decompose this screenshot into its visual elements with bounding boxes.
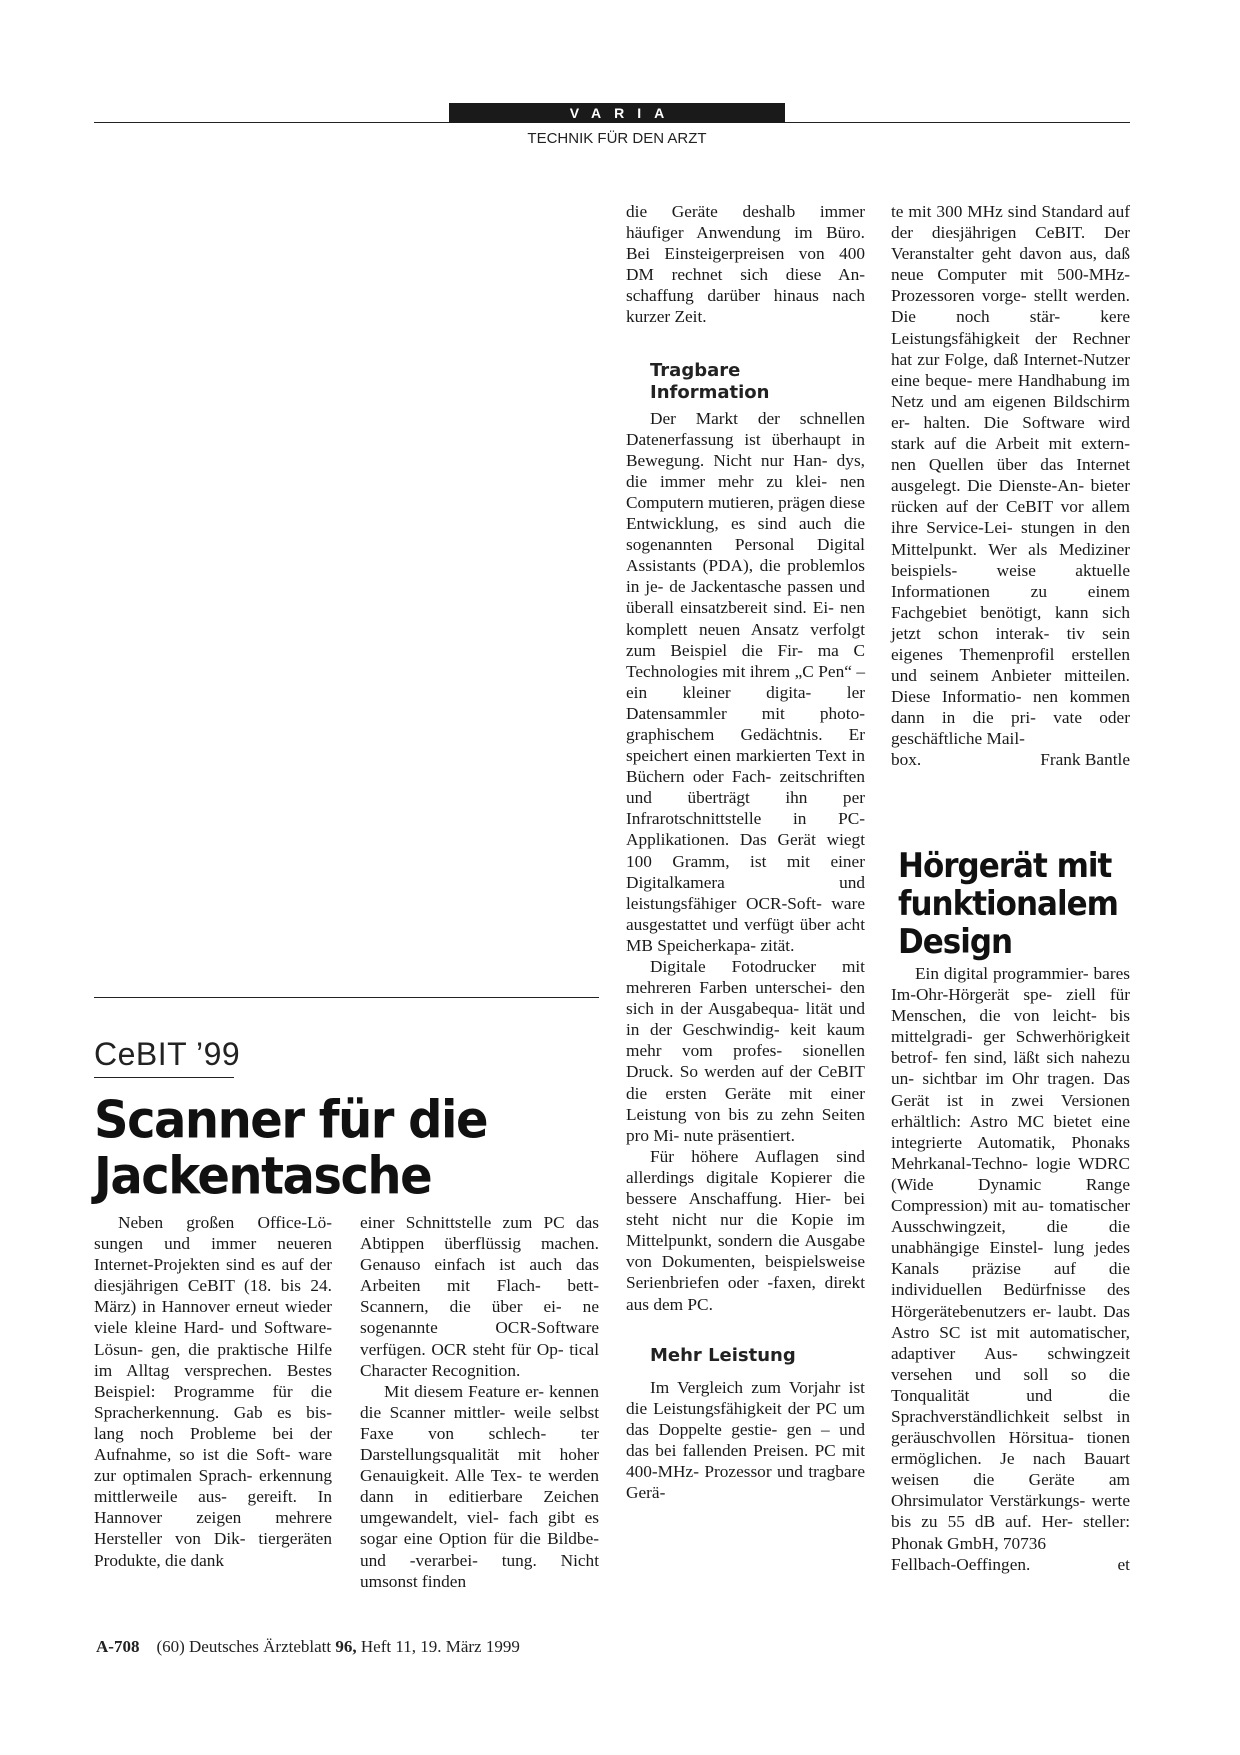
article-column-3: [626, 201, 865, 1503]
paragraph: Der Markt der schnellen Datenerfassung ist überhaupt in Bewegung. Nicht nur Han- dys, die immer mehr zu klei- nen Computern mutieren, prägen diese Entwicklung, es sind auch die sogenannten Personal Digital Assistants (PDA), die problemlos in je- de Jackentasche passen und überall einsatzbereit sind. Ei- nen komplett neuen Ansatz verfolgt zum Beispiel die Fir- ma C Technologies mit ihrem „C Pen“ – ein kleiner digita- ler Datensammler mit photo- graphischem Gedächtnis. Er speichert einen markierten Text in Büchern oder Fach- zeitschriften und überträgt ihn per Infrarotschnittstelle in PC-Applikationen. Das Gerät wiegt 100 Gramm, ist mit einer Digitalkamera und leistungsfähiger OCR-Soft- ware ausgestattet und verfügt über acht MB Speicherkapa- zität.: [626, 408, 865, 955]
article2-headline: [898, 848, 1158, 961]
article-column-1: [94, 1212, 332, 1571]
article-column-4: [891, 201, 1130, 771]
article-column-2: [360, 1212, 599, 1592]
headline-line-3: Design: [898, 922, 1013, 962]
headline-line-2: Jackentasche: [94, 1146, 432, 1207]
article-top-rule: [94, 997, 599, 998]
article-kicker: CeBIT ’99: [94, 1036, 241, 1072]
paragraph: Neben großen Office-Lö- sungen und immer neueren Internet-Projekten sind es auf der diesjährigen CeBIT (18. bis 24. März) in Hannover erneut wieder viele kleine Hard- und Software-Lösun- gen, die praktische Hilfe im Alltag versprechen. Bestes Beispiel: Programme für die Spracherkennung. Gab es bis- lang noch Probleme bei der Aufnahme, so ist die Soft- ware zur optimalen Sprach- erkennung mittlerweile aus- gereift. In Hannover zeigen mehrere Hersteller von Dik- tiergeräten Produkte, die dank: [94, 1213, 332, 1570]
kicker-underline: [94, 1077, 234, 1078]
paragraph: Mit diesem Feature er- kennen die Scanner mittler- weile selbst Faxe von schlech- ter Darstellungsqualität mit hoher Genauigkeit. Alle Tex- te werden dann in editierbare Zeichen umgewandelt, viel- fach gibt es sogar eine Option für die Bildbe- und -verarbei- tung. Nicht umsonst finden: [360, 1381, 599, 1591]
article2-last-line: [891, 1554, 1130, 1575]
headline-line-1: Scanner für die: [94, 1089, 487, 1151]
paragraph: einer Schnittstelle zum PC das Abtippen überflüssig machen. Genauso einfach ist auch das Arbeiten mit Flach- bett-Scannern, die über ei- ne sogenannte OCR-Software verfügen. OCR steht für Op- tical Character Recognition.: [360, 1213, 599, 1380]
headline-line-1: Hörgerät mit: [898, 846, 1112, 886]
paragraph: die Geräte deshalb immer häufiger Anwendung im Büro. Bei Einsteigerpreisen von 400 DM rechnet sich diese An- schaffung darüber hinaus nach kurzer Zeit.: [626, 202, 865, 327]
headline-line-2: funktionalem: [898, 884, 1118, 924]
last-words: Fellbach-Oeffingen.: [891, 1554, 1031, 1574]
article-headline: [94, 1089, 614, 1207]
subheading-line: Information: [650, 381, 770, 403]
subheading-tragbare-information: [626, 360, 865, 404]
paragraph: Digitale Fotodrucker mit mehreren Farben unterschei- den sich in der Ausgabequa- lität und in der Geschwindig- keit kaum mehr vom profes- sionellen Druck. So werden auf der CeBIT die ersten Geräte mit einer Leistung von bis zu zehn Seiten pro Mi- nute präsentiert.: [626, 957, 865, 1145]
journal-volume: 96,: [335, 1637, 357, 1656]
paragraph: Für höhere Auflagen sind allerdings digitale Kopierer die bessere Anschaffung. Hier- bei steht nicht nur die Kopie im Mittelpunkt, sondern die Ausgabe von Dokumenten, beispielsweise Serienbriefen oder -faxen, direkt aus dem PC.: [626, 1146, 865, 1314]
subheading-line: Tragbare: [650, 359, 741, 381]
section-bar: VARIA: [449, 103, 785, 123]
article2-column: [891, 963, 1130, 1575]
last-word: box.: [891, 750, 922, 770]
journal-issue: Heft 11, 19. März 1999: [360, 1637, 520, 1656]
paragraph: Ein digital programmier- bares Im-Ohr-Hörgerät spe- ziell für Menschen, die von leicht- bis mittelgradi- ger Schwerhörigkeit betrof- fen sind, läßt sich nahezu un- sichtbar im Ohr tragen. Das Gerät ist in zwei Versionen erhältlich: Astro MC bietet eine integrierte Automatik, Phonaks Mehrkanal-Techno- logie WDRC (Wide Dynamic Range Compression) mit au- tomatischer Ausschwingzeit, die die unabhängige Einstel- lung jedes Kanals präzise auf die individuellen Bedürfnisse des Hörgerätebenutzers er- laubt. Das Astro SC ist mit automatischer, adaptiver Aus- schwingzeit versehen und soll so die Tonqualität und die Sprachverständlichkeit selbst in geräuschvollen Hörsitua- tionen ermöglichen. Je nach Bauart weisen die Geräte am Ohrsimulator Verstärkungs- werte bis zu 55 dB auf. Her- steller: Phonak GmbH, 70736: [891, 964, 1130, 1553]
article-author: Frank Bantle: [1040, 750, 1130, 770]
page-number: A-708: [96, 1637, 140, 1656]
subheading-mehr-leistung: Mehr Leistung: [650, 1344, 796, 1366]
page-footer: [96, 1637, 520, 1657]
paragraph: te mit 300 MHz sind Standard auf der diesjährigen CeBIT. Der Veranstalter geht davon aus, daß neue Computer mit 500-MHz-Prozessoren vorge- stellt werden. Die noch stär- kere Leistungsfähigkeit der Rechner hat zur Folge, daß Internet-Nutzer eine beque- mere Handhabung im Netz und am eigenen Bildschirm er- halten. Die Software wird stark auf die Arbeit mit extern- nen Quellen über das Internet ausgelegt. Die Dienste-An- bieter rücken auf der CeBIT vor allem ihre Service-Lei- stungen in den Mittelpunkt. Wer als Mediziner beispiels- weise aktuelle Informationen zu einem Fachgebiet benötigt, kann sich jetzt schon interak- tiv sein eigenes Themenprofil erstellen und seinem Anbieter mitteilen. Diese Informatio- nen kommen dann in die pri- vate oder geschäftliche Mail-: [891, 202, 1130, 749]
paragraph: Im Vergleich zum Vorjahr ist die Leistungsfähigkeit der PC um das Doppelte gestie- gen – und das bei fallenden Preisen. PC mit 400-MHz- Prozessor und tragbare Gerä-: [626, 1377, 865, 1503]
subsection-label: TECHNIK FÜR DEN ARZT: [527, 130, 707, 147]
article2-author: et: [1117, 1554, 1130, 1574]
journal-name: (60) Deutsches Ärzteblatt: [156, 1637, 332, 1656]
article-author-line: [891, 749, 1130, 770]
